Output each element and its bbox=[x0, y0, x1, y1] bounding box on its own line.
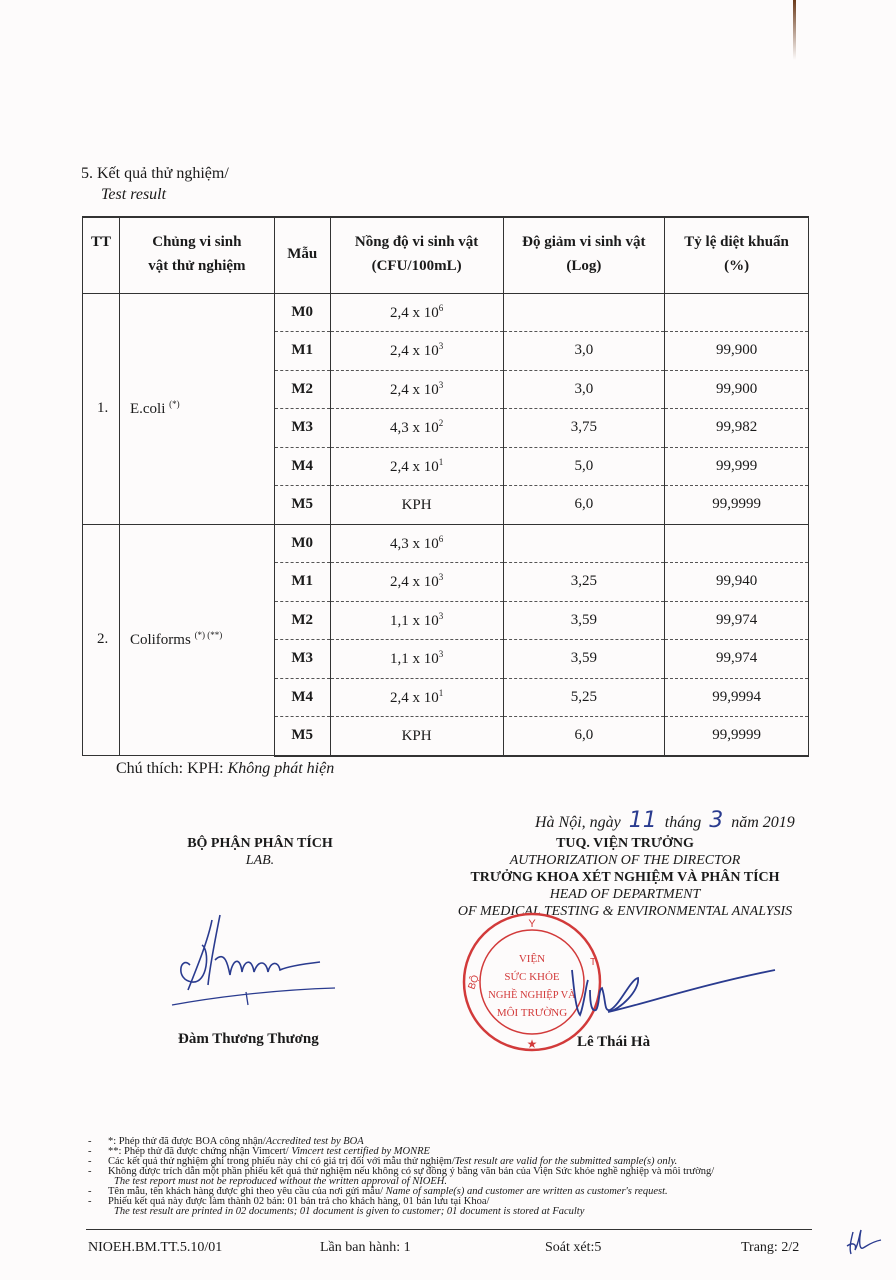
concentration-base: 2,4 x 10 bbox=[389, 689, 439, 706]
concentration-exponent: 1 bbox=[438, 456, 444, 467]
stamp-line4: MÔI TRƯỜNG bbox=[496, 1007, 568, 1019]
concentration-exponent: 2 bbox=[438, 418, 444, 429]
concentration bbox=[330, 332, 503, 371]
lab-subtitle: LAB. bbox=[245, 853, 275, 868]
log-reduction bbox=[503, 524, 665, 563]
organism-name bbox=[119, 293, 274, 524]
log-reduction: 5,25 bbox=[503, 678, 665, 717]
bullet-dash: - bbox=[88, 1146, 92, 1157]
organism-footnote-marker: (*) (**) bbox=[194, 630, 223, 641]
concentration bbox=[330, 601, 503, 640]
date-month: 3 bbox=[709, 808, 724, 833]
stamp-line1: VIỆN bbox=[518, 953, 546, 965]
footnote-item bbox=[88, 1197, 714, 1217]
log-reduction: 3,75 bbox=[503, 409, 665, 448]
stamp-line2: SỨC KHỎE bbox=[504, 971, 560, 983]
footer-issue: Lần ban hành: 1 bbox=[320, 1240, 411, 1255]
sample-id: M2 bbox=[274, 601, 330, 640]
concentration bbox=[330, 717, 503, 756]
kill-rate: 99,974 bbox=[665, 601, 809, 640]
date-year: năm 2019 bbox=[731, 814, 795, 831]
director-block bbox=[430, 835, 820, 920]
kill-rate: 99,9999 bbox=[665, 717, 809, 756]
date-month-label: tháng bbox=[664, 814, 702, 831]
footnote-vi: Tên mẫu, tên khách hàng được ghi theo yêu cầu của nơi gửi mẫu/ bbox=[108, 1186, 386, 1197]
concentration-base: 2,4 x 10 bbox=[389, 574, 439, 591]
note-text: Không phát hiện bbox=[227, 760, 335, 777]
group-number: 1. bbox=[83, 293, 120, 524]
log-reduction: 5,0 bbox=[503, 447, 665, 486]
footnote-divider bbox=[86, 1229, 812, 1230]
bullet-dash: - bbox=[88, 1156, 92, 1167]
footnote-en: Vimcert test certified by MONRE bbox=[291, 1146, 430, 1157]
concentration-exponent: 1 bbox=[438, 687, 444, 698]
concentration bbox=[330, 563, 503, 602]
sample-id: M5 bbox=[274, 717, 330, 756]
sample-id: M4 bbox=[274, 678, 330, 717]
concentration bbox=[330, 524, 503, 563]
date-prefix: Hà Nội, ngày bbox=[535, 814, 621, 831]
footnote-en: The test result are printed in 02 documents; 01 document is given to customer; 01 document is stored at Faculty bbox=[114, 1206, 585, 1217]
note bbox=[116, 760, 334, 778]
log-reduction: 6,0 bbox=[503, 486, 665, 525]
lab-title: BỘ PHẬN PHÂN TÍCH bbox=[187, 836, 333, 851]
stamp-star-icon: ★ bbox=[526, 1037, 538, 1051]
bullet-dash: - bbox=[88, 1166, 92, 1177]
log-reduction: 3,59 bbox=[503, 601, 665, 640]
concentration bbox=[330, 409, 503, 448]
results-body bbox=[83, 293, 809, 756]
results-table bbox=[82, 216, 809, 757]
footnote-vi: Không được trích dẫn một phần phiếu kết quả thử nghiệm nếu không có sự đồng ý bằng văn bản của Viện Sức khỏe nghề nghiệp và môi trường/ bbox=[108, 1166, 715, 1177]
sample-id: M0 bbox=[274, 293, 330, 332]
lab-block bbox=[160, 835, 360, 869]
concentration-base: 2,4 x 10 bbox=[389, 381, 439, 398]
log-reduction: 6,0 bbox=[503, 717, 665, 756]
sample-id: M2 bbox=[274, 370, 330, 409]
table-header-row bbox=[83, 217, 809, 293]
bullet-dash: - bbox=[88, 1136, 92, 1147]
sample-id: M4 bbox=[274, 447, 330, 486]
concentration-exponent: 3 bbox=[438, 341, 444, 352]
concentration bbox=[330, 447, 503, 486]
stamp-left-letters: BỘ bbox=[466, 973, 482, 992]
kill-rate: 99,9994 bbox=[665, 678, 809, 717]
organism-label: E.coli bbox=[129, 401, 166, 417]
concentration bbox=[330, 486, 503, 525]
log-reduction: 3,0 bbox=[503, 332, 665, 371]
stamp-top-letter: Y bbox=[528, 918, 536, 930]
section-title-en: Test result bbox=[101, 186, 167, 203]
concentration-base: 4,3 x 10 bbox=[389, 420, 439, 437]
initials-signature-icon bbox=[845, 1228, 885, 1258]
kill-rate: 99,9999 bbox=[665, 486, 809, 525]
table-row bbox=[83, 293, 809, 332]
director-line5: OF MEDICAL TESTING & ENVIRONMENTAL ANALYSIS bbox=[457, 904, 793, 919]
director-signature-icon bbox=[560, 950, 780, 1030]
director-line1: TUQ. VIỆN TRƯỞNG bbox=[556, 836, 694, 851]
concentration-exponent: 3 bbox=[438, 572, 444, 583]
organism-label: Coliforms bbox=[129, 632, 191, 649]
kill-rate bbox=[665, 524, 809, 563]
organism-footnote-marker: (*) bbox=[169, 399, 180, 409]
concentration-base: 1,1 x 10 bbox=[389, 612, 439, 629]
section-heading bbox=[81, 163, 229, 205]
header-sample: Mẫu bbox=[274, 217, 330, 293]
note-label: Chú thích: KPH: bbox=[116, 760, 224, 777]
organism-name bbox=[119, 524, 274, 756]
log-reduction: 3,59 bbox=[503, 640, 665, 679]
director-line4: HEAD OF DEPARTMENT bbox=[549, 887, 701, 902]
footnote-en: Accredited test by BOA bbox=[265, 1136, 364, 1147]
footnote-en: The test report must not be reproduced without the written approval of NIOEH. bbox=[114, 1176, 447, 1187]
section-title-vi: Kết quả thử nghiệm/ bbox=[97, 165, 229, 182]
date-day: 11 bbox=[628, 808, 657, 833]
concentration-exponent: 3 bbox=[438, 610, 444, 621]
concentration bbox=[330, 293, 503, 332]
log-reduction: 3,25 bbox=[503, 563, 665, 602]
concentration-base: 1,1 x 10 bbox=[389, 651, 439, 668]
concentration bbox=[330, 640, 503, 679]
director-line2: AUTHORIZATION OF THE DIRECTOR bbox=[509, 853, 741, 868]
section-number: 5. bbox=[81, 165, 93, 182]
kill-rate: 99,974 bbox=[665, 640, 809, 679]
sample-id: M1 bbox=[274, 563, 330, 602]
footnote-item bbox=[88, 1167, 714, 1187]
kill-rate: 99,900 bbox=[665, 332, 809, 371]
kill-rate: 99,900 bbox=[665, 370, 809, 409]
concentration-base: KPH bbox=[401, 728, 432, 745]
director-signer-name: Lê Thái Hà bbox=[577, 1034, 651, 1050]
concentration-base: 2,4 x 10 bbox=[389, 458, 439, 475]
stamp-line3: NGHỀ NGHIỆP VÀ bbox=[488, 990, 576, 1001]
footnote-vi: **: Phép thử đã được chứng nhận Vimcert/ bbox=[108, 1146, 292, 1157]
concentration-base: 2,4 x 10 bbox=[389, 304, 439, 321]
bullet-dash: - bbox=[88, 1196, 92, 1207]
sample-id: M3 bbox=[274, 640, 330, 679]
concentration-exponent: 6 bbox=[438, 302, 444, 313]
director-line3: TRƯỞNG KHOA XÉT NGHIỆM VÀ PHÂN TÍCH bbox=[470, 870, 780, 885]
header-kill-rate: Tỷ lệ diệt khuẩn (%) bbox=[665, 217, 809, 293]
footer-page: Trang: 2/2 bbox=[741, 1240, 800, 1255]
kill-rate bbox=[665, 293, 809, 332]
sample-id: M1 bbox=[274, 332, 330, 371]
bullet-dash: - bbox=[88, 1186, 92, 1197]
concentration-exponent: 3 bbox=[438, 379, 444, 390]
stamp-right-letter: T bbox=[590, 957, 597, 968]
log-reduction bbox=[503, 293, 665, 332]
header-tt: TT bbox=[83, 217, 120, 293]
header-organism: Chủng vi sinh vật thử nghiệm bbox=[119, 217, 274, 293]
concentration-base: KPH bbox=[401, 497, 432, 514]
kill-rate: 99,982 bbox=[665, 409, 809, 448]
lab-signature-icon bbox=[170, 910, 340, 1010]
date-line bbox=[535, 808, 795, 833]
concentration-base: 2,4 x 10 bbox=[389, 343, 439, 360]
header-reduction: Độ giảm vi sinh vật (Log) bbox=[503, 217, 665, 293]
footnote-vi: Phiếu kết quả này được làm thành 02 bản: 01 bản trả cho khách hàng, 01 bản lưu tại Khoa/ bbox=[108, 1196, 490, 1207]
kill-rate: 99,940 bbox=[665, 563, 809, 602]
log-reduction: 3,0 bbox=[503, 370, 665, 409]
group-number: 2. bbox=[83, 524, 120, 756]
paper-edge-mark bbox=[793, 0, 796, 60]
concentration-base: 4,3 x 10 bbox=[389, 535, 439, 552]
concentration bbox=[330, 370, 503, 409]
footer-form-code: NIOEH.BM.TT.5.10/01 bbox=[88, 1240, 223, 1255]
header-concentration: Nồng độ vi sinh vật (CFU/100mL) bbox=[330, 217, 503, 293]
footnote-en: Name of sample(s) and customer are written as customer's request. bbox=[385, 1186, 668, 1197]
lab-signer-name: Đàm Thương Thương bbox=[178, 1031, 319, 1047]
concentration bbox=[330, 678, 503, 717]
footnotes bbox=[88, 1137, 714, 1217]
footnote-vi: Các kết quả thử nghiệm ghi trong phiếu này chỉ có giá trị đối với mẫu thử nghiệm/ bbox=[108, 1156, 455, 1167]
concentration-exponent: 3 bbox=[438, 649, 444, 660]
footnote-en: Test result are valid for the submitted sample(s) only. bbox=[454, 1156, 678, 1167]
sample-id: M3 bbox=[274, 409, 330, 448]
sample-id: M0 bbox=[274, 524, 330, 563]
sample-id: M5 bbox=[274, 486, 330, 525]
footer-revision: Soát xét:5 bbox=[545, 1240, 602, 1255]
footnote-vi: *: Phép thử đã được BOA công nhận/ bbox=[108, 1136, 266, 1147]
concentration-exponent: 6 bbox=[438, 533, 444, 544]
kill-rate: 99,999 bbox=[665, 447, 809, 486]
table-row bbox=[83, 524, 809, 563]
